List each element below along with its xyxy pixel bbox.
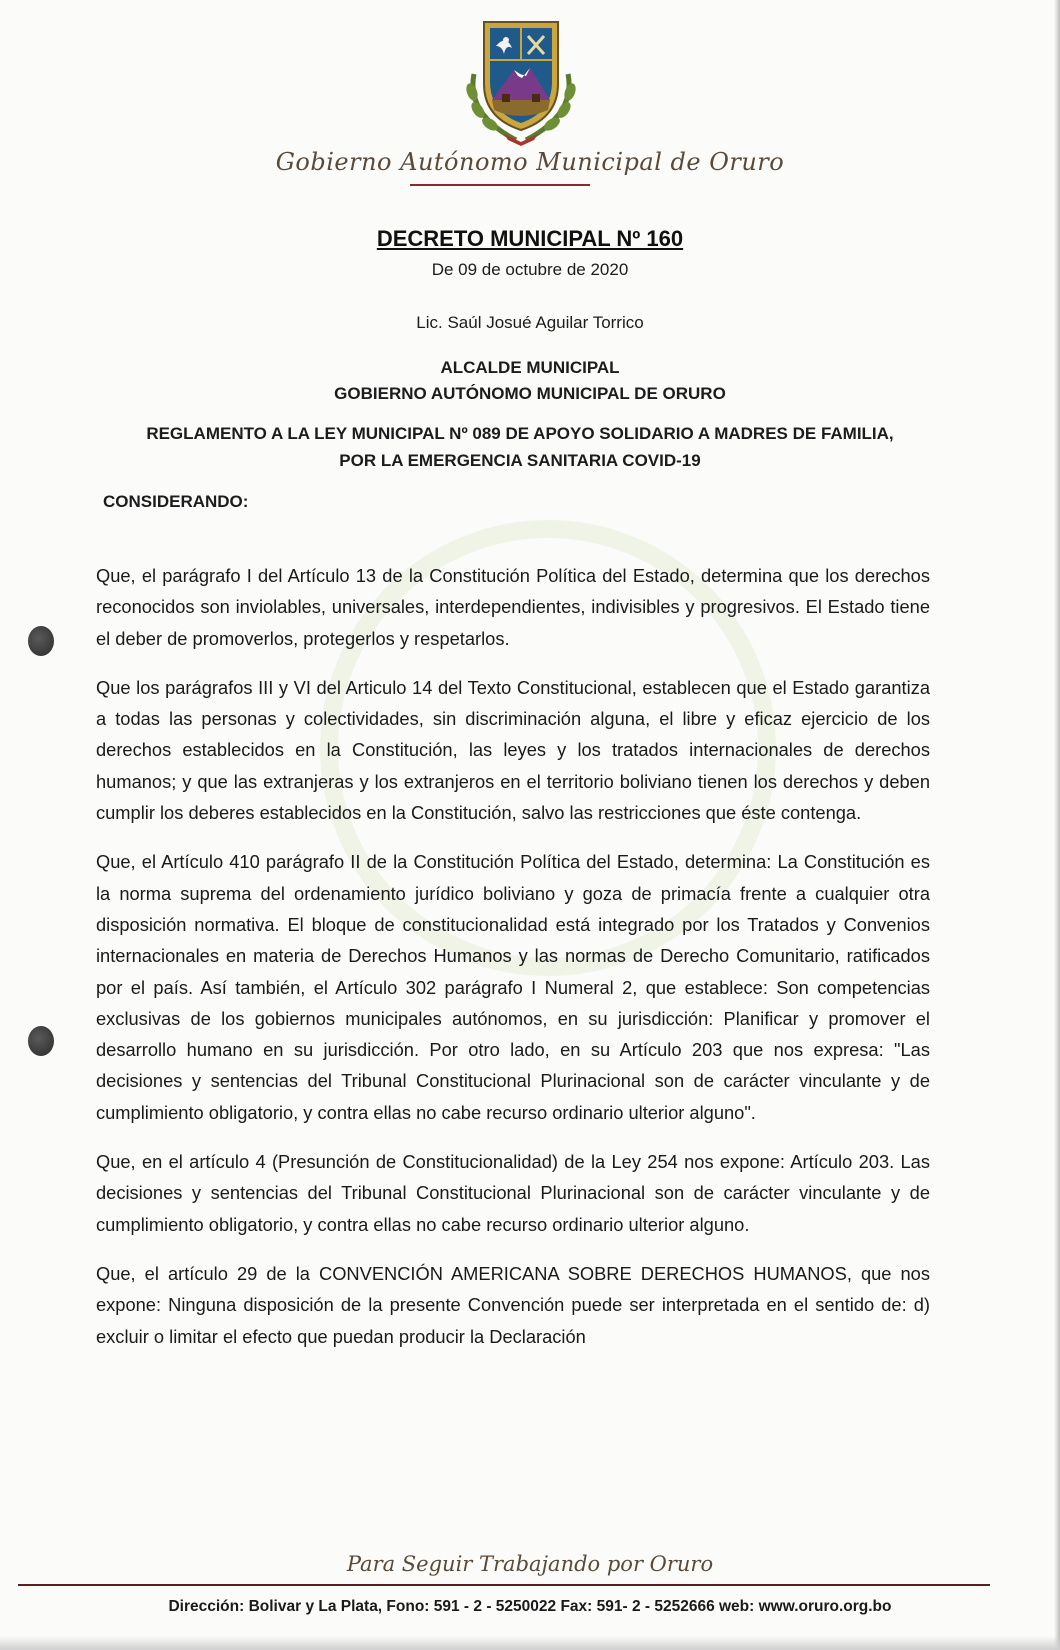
signer-role-line2: GOBIERNO AUTÓNOMO MUNICIPAL DE ORURO <box>334 384 726 403</box>
paragraph: Que, el Artículo 410 parágrafo II de la Constitución Política del Estado, determina: La Constitución es la norma suprema del ordenamiento jurídico boliviano y goza de primacía frente a cualquier otra disposición normativa. El bloque de constitucionalidad está integrado por los Tratados y Convenios internacionales en materia de Derechos Humanos y las normas de Derecho Comunitario, ratificados por el país. Así también, el Artículo 302 parágrafo I Numeral 2, que establece: Son competencias exclusivas de los gobiernos municipales autónomos, en su jurisdicción: Planificar y promover el desarrollo humano en su jurisdicción. Por otro lado, en su Artículo 203 que nos expresa: "Las decisiones y sentencias del Tribunal Constitucional Plurinacional son de carácter vinculante y de cumplimiento obligatorio, y contra ellas no cabe recurso ordinario ulterior alguno". <box>96 851 930 1123</box>
decree-title <box>0 226 1060 252</box>
punch-hole-icon <box>28 1026 54 1056</box>
paragraph: Que los parágrafos III y VI del Articulo 14 del Texto Constitucional, establecen que el Estado garantiza a todas las personas y colectividades, sin discriminación alguna, el libre y eficaz ejercicio de los derechos establecidos en la Constitución, las leyes y los tratados internacionales de derechos humanos; y que las extranjeras y los extranjeros en el territorio boliviano tienen los derechos y deben cumplir los deberes establecidos en la Constitución, salvo las restricciones que éste contenga. <box>96 676 930 824</box>
paragraph: Que, en el artículo 4 (Presunción de Constitucionalidad) de la Ley 254 nos expone: Artículo 203. Las decisiones y sentencias del Tribunal Constitucional Plurinacional son de carácter vinculante y de cumplimiento obligatorio, y contra ellas no cabe recurso ordinario ulterior alguno. <box>96 1151 930 1235</box>
footer-address: Dirección: Bolivar y La Plata, Fono: 591 - 2 - 5250022 Fax: 591- 2 - 5252666 web: www.oruro.org.bo <box>168 1598 892 1615</box>
punch-hole-icon <box>28 626 54 656</box>
paragraph: Que, el parágrafo I del Artículo 13 de la Constitución Política del Estado, determina que los derechos reconocidos son inviolables, universales, interdependientes, indivisibles y progresivos. El Estado tiene el deber de promoverlos, protegerlos y respetarlos. <box>96 565 930 649</box>
section-heading: CONSIDERANDO: <box>103 492 249 511</box>
paragraph: Que, el artículo 29 de la CONVENCIÓN AMERICANA SOBRE DERECHOS HUMANOS, que nos expone: Ninguna disposición de la presente Convención puede ser interpretada en el sentido de: d) excluir o limitar el efecto que puedan producir la Declaración <box>96 1262 930 1347</box>
municipal-crest-icon <box>456 14 586 146</box>
scan-edge <box>1054 0 1060 1650</box>
organization-name: Gobierno Autónomo Municipal de Oruro <box>275 148 785 176</box>
document-body <box>96 560 930 1370</box>
signer-role-line1: ALCALDE MUNICIPAL <box>440 358 620 377</box>
footer-motto: Para Seguir Trabajando por Oruro <box>346 1552 714 1576</box>
scan-edge <box>0 1636 1060 1650</box>
decree-title-text: DECRETO MUNICIPAL Nº 160 <box>376 226 684 251</box>
regulation-title-line1: REGLAMENTO A LA LEY MUNICIPAL Nº 089 DE APOYO SOLIDARIO A MADRES DE FAMILIA, <box>146 424 894 443</box>
decree-date: De 09 de octubre de 2020 <box>431 260 629 279</box>
header-divider <box>410 184 590 186</box>
signer-name: Lic. Saúl Josué Aguilar Torrico <box>416 313 644 332</box>
footer-divider <box>18 1584 990 1586</box>
regulation-title-line2: POR LA EMERGENCIA SANITARIA COVID-19 <box>339 451 701 470</box>
